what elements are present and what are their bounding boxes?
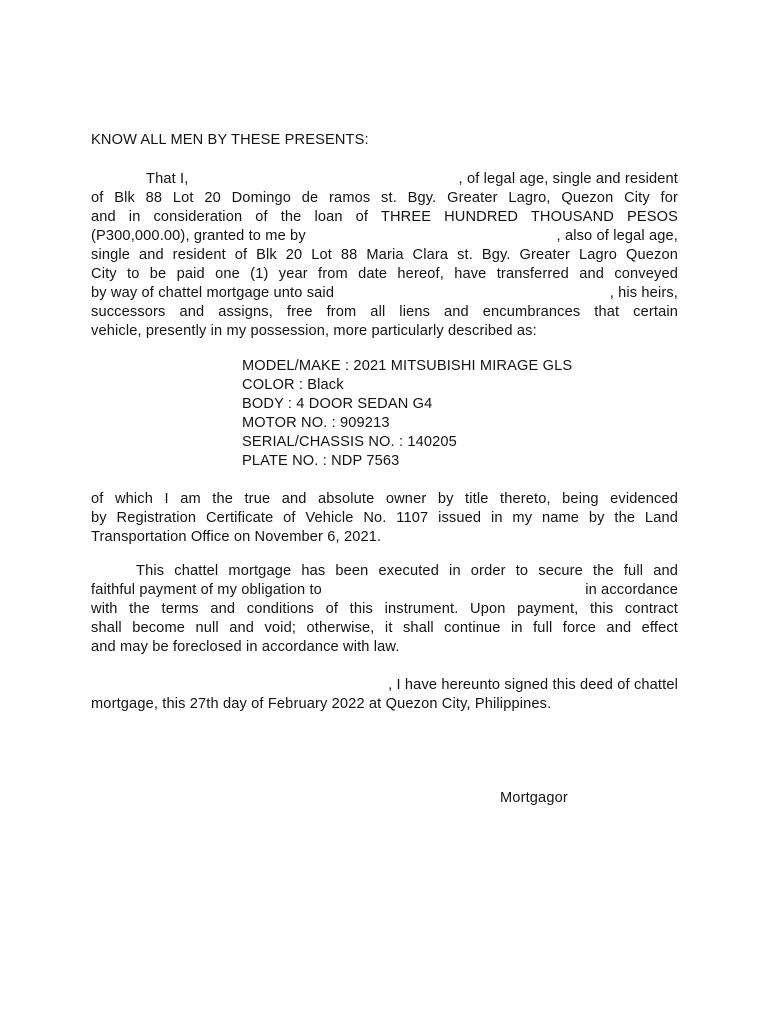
- vehicle-body: BODY : 4 DOOR SEDAN G4: [242, 396, 433, 412]
- paragraph-1-line-1: [146, 170, 678, 189]
- paragraph-1-line-7-end: , his heirs,: [609, 285, 678, 301]
- vehicle-motor-number: MOTOR NO. : 909213: [242, 415, 390, 431]
- paragraph-3-line-2: [91, 581, 678, 600]
- paragraph-1-line-1-end: , of legal age, single and resident: [458, 171, 678, 187]
- paragraph-2-line-3: Transportation Office on November 6, 2021.: [91, 529, 382, 545]
- paragraph-2-line-2: by Registration Certificate of Vehicle No. 1107 issued in my name by the Land: [91, 510, 678, 526]
- paragraph-3-line-5: and may be foreclosed in accordance with law.: [91, 639, 400, 655]
- vehicle-color: COLOR : Black: [242, 377, 344, 393]
- paragraph-2-line-1: of which I am the true and absolute owner by title thereto, being evidenced: [91, 491, 678, 507]
- paragraph-1-line-1-start: That I,: [146, 171, 189, 187]
- paragraph-1-line-7: [91, 284, 678, 303]
- paragraph-1-line-8: successors and assigns, free from all liens and encumbrances that certain: [91, 304, 678, 320]
- vehicle-serial-number: SERIAL/CHASSIS NO. : 140205: [242, 434, 457, 450]
- paragraph-1-line-7-start: by way of chattel mortgage unto said: [91, 285, 335, 301]
- document-heading: KNOW ALL MEN BY THESE PRESENTS:: [91, 132, 369, 148]
- vehicle-model: MODEL/MAKE : 2021 MITSUBISHI MIRAGE GLS: [242, 358, 573, 374]
- paragraph-3-line-3: with the terms and conditions of this instrument. Upon payment, this contract: [91, 601, 678, 617]
- paragraph-4-line-1-end: , I have hereunto signed this deed of chattel: [388, 677, 678, 693]
- paragraph-3-line-2-start: faithful payment of my obligation to: [91, 582, 322, 598]
- paragraph-1-line-9: vehicle, presently in my possession, more particularly described as:: [91, 323, 537, 339]
- paragraph-4-line-2: mortgage, this 27th day of February 2022 at Quezon City, Philippines.: [91, 696, 552, 712]
- paragraph-1-line-6: City to be paid one (1) year from date hereof, have transferred and conveyed: [91, 266, 678, 282]
- paragraph-3-line-2-end: in accordance: [585, 582, 678, 598]
- vehicle-plate-number: PLATE NO. : NDP 7563: [242, 453, 400, 469]
- paragraph-1-line-4: [91, 227, 678, 246]
- paragraph-1-line-2: of Blk 88 Lot 20 Domingo de ramos st. Bgy. Greater Lagro, Quezon City for: [91, 190, 678, 206]
- paragraph-4-line-1: [91, 676, 678, 695]
- paragraph-1-line-5: single and resident of Blk 20 Lot 88 Maria Clara st. Bgy. Greater Lagro Quezon: [91, 247, 678, 263]
- paragraph-3-line-4: shall become null and void; otherwise, it shall continue in full force and effect: [91, 620, 678, 636]
- paragraph-1-line-4-start: (P300,000.00), granted to me by: [91, 228, 306, 244]
- paragraph-3-line-1: This chattel mortgage has been executed in order to secure the full and: [136, 563, 678, 579]
- paragraph-1-line-3: and in consideration of the loan of THREE HUNDRED THOUSAND PESOS: [91, 209, 678, 225]
- paragraph-1-line-4-end: , also of legal age,: [556, 228, 678, 244]
- signature-label-mortgagor: Mortgagor: [500, 790, 568, 806]
